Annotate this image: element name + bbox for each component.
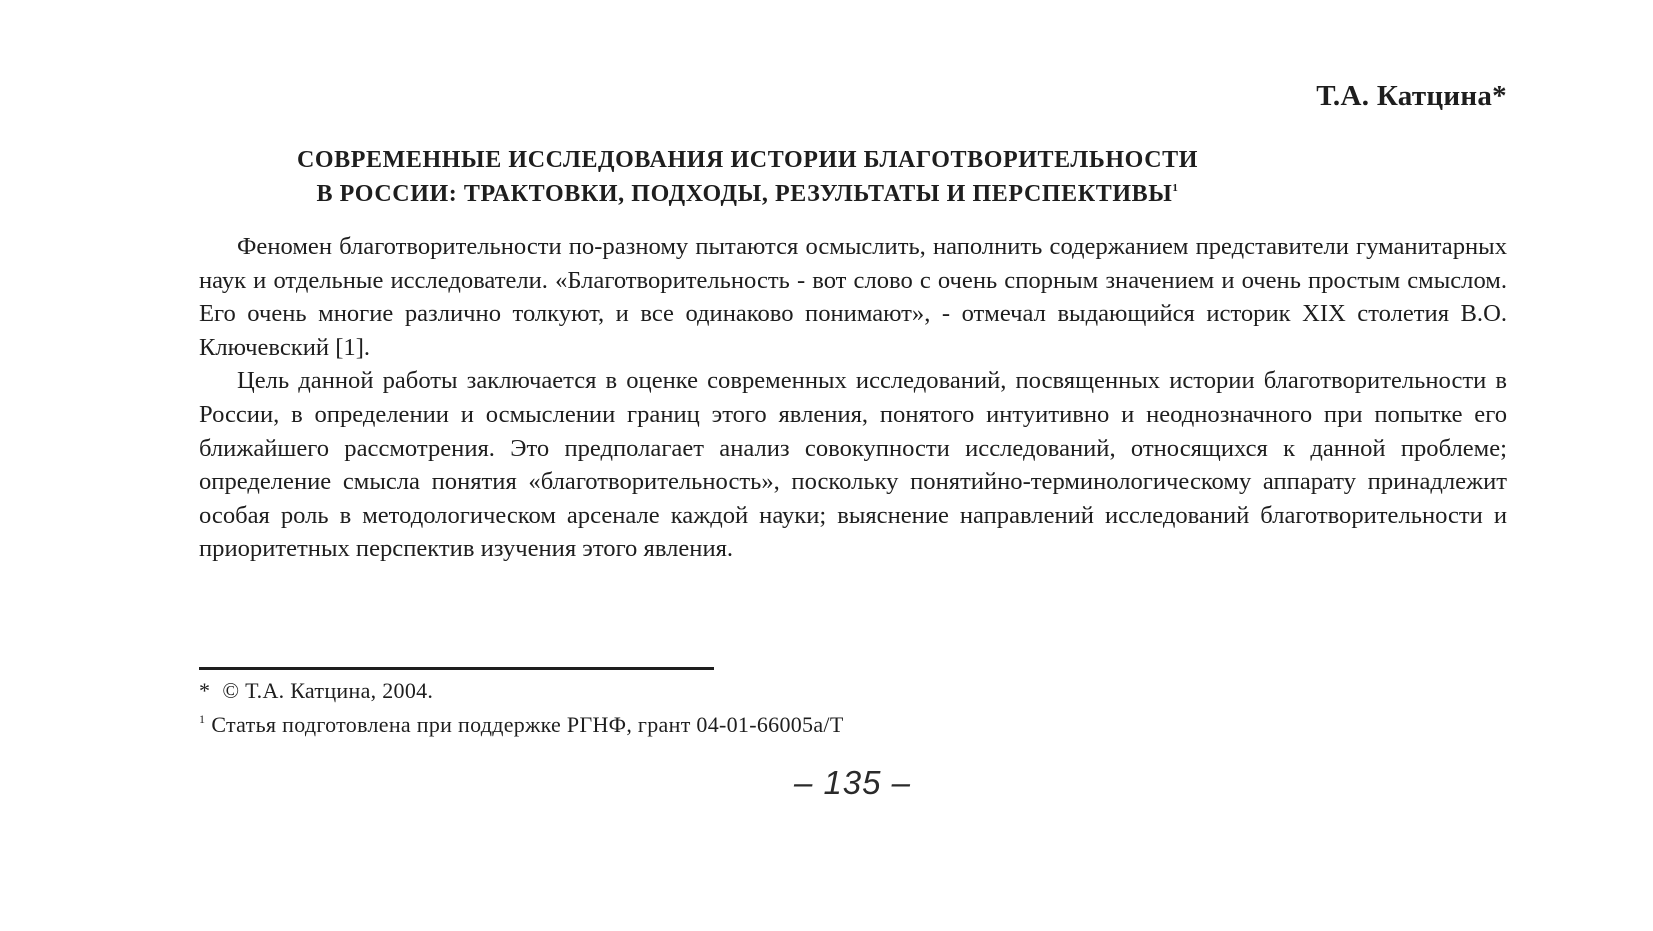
author-name: Т.А. Катцина* — [1316, 80, 1507, 112]
footnote-grant — [199, 712, 844, 738]
footnote-copyright — [199, 678, 433, 704]
title-footnote-ref: 1 — [1172, 182, 1179, 194]
footnote-text: Статья подготовлена при поддержке РГНФ, грант 04-01-66005а/Т — [211, 712, 844, 737]
page-number: – 135 – — [793, 764, 912, 801]
footnote-mark: 1 — [199, 712, 206, 726]
article-title-line-1: СОВРЕМЕННЫЕ ИССЛЕДОВАНИЯ ИСТОРИИ БЛАГОТВОРИТЕЛЬНОСТИ — [296, 147, 1199, 173]
article-title-line-2-text: В РОССИИ: ТРАКТОВКИ, ПОДХОДЫ, РЕЗУЛЬТАТЫ И ПЕРСПЕКТИВЫ — [316, 181, 1173, 207]
paragraph: Цель данной работы заключается в оценке современных исследований, посвященных истории благотворительности в России, в определении и осмыслении границ этого явления, понятого интуитивно и неоднозначного при попытке его ближайшего рассмотрения. Это предполагает анализ совокупности исследований, относящихся к данной проблеме; определение смысла понятия «благотворительность», поскольку понятийно-терминологическому аппарату принадлежит особая роль в методологическом арсенале каждой науки; выяснение направлений исследований благотворительности и приоритетных перспектив изучения этого явления. — [199, 367, 1507, 563]
paragraph: Феномен благотворительности по-разному пытаются осмыслить, наполнить содержанием представители гуманитарных наук и отдельные исследователи. «Благотворительность - вот слово с очень спорным значением и очень простым смыслом. Его очень многие различно толкуют, и все одинаково понимают», - отмечал выдающийся историк XIX столетия В.О. Ключевский [1]. — [199, 233, 1507, 361]
article-title — [190, 143, 1305, 211]
article-body — [199, 230, 1507, 566]
article-title-line-2 — [190, 177, 1305, 211]
footnote-mark: * — [199, 678, 211, 703]
footnote-separator — [199, 667, 714, 670]
footnote-text: © Т.А. Катцина, 2004. — [222, 678, 434, 703]
